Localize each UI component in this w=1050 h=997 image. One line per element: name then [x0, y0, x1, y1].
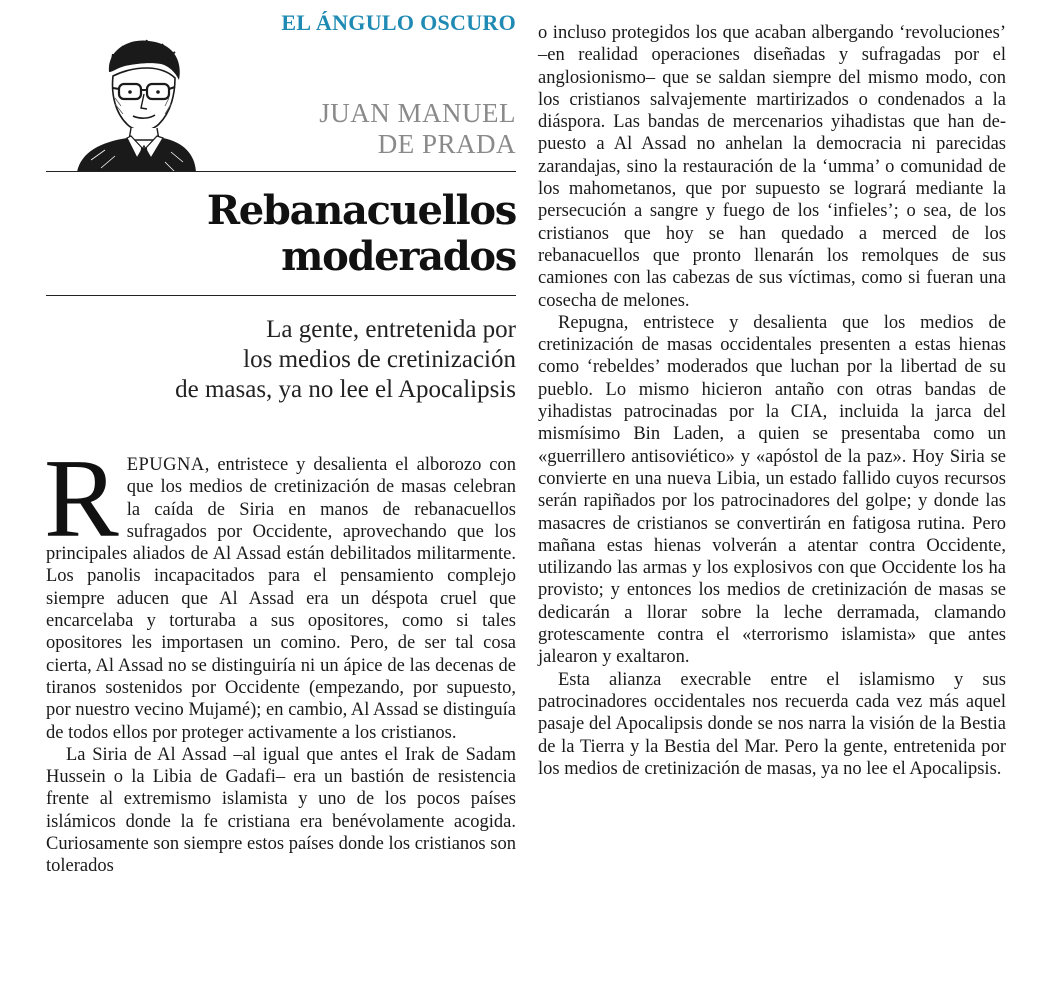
author-portrait-illustration [71, 32, 196, 172]
author-name-line-1: JUAN MANUEL [319, 98, 516, 128]
article-body-left [44, 437, 516, 878]
paragraph-2-continued: o incluso protegidos los que acaban albergando ‘revoluciones’ –en realidad operaciones diseñadas y sufragadas por el anglosionismo– que se saldan siempre del mismo modo, con los cristianos salvajemente martirizados o condenados a la diáspora. Las bandas de mercenarios yihadistas que han depuesto a Al Assad no anhelan la democracia ni parecidas zarandajas, sino la restauración de la ‘umma’ o comunidad de los mahometanos, que por supuesto se logrará mediante la persecución a sangre y fuego de los ‘infieles’; o sea, de los cristianos que hoy se han quedado a merced de los rebanacuellos que pronto llenarán los remolques de sus camiones con las cabezas de sus víctimas, como si fueran una cosecha de melones. [538, 23, 1006, 311]
subtitle-line-3: de masas, ya no lee el Apocalipsis [175, 376, 516, 403]
headline [207, 188, 516, 280]
lead-word: EPUGNA [126, 455, 205, 475]
subtitle [175, 315, 516, 405]
section-title: EL ÁNGULO OSCURO [281, 10, 516, 35]
divider-bottom [46, 295, 516, 296]
paragraph-2-start: La Siria de Al Assad –al igual que antes el Irak de Sadam Hussein o la Libia de Gadafi– era un bastión de resistencia frente al extremismo islamista y uno de los pocos países islámicos donde la fe cristiana era benévolamente acogida. Curiosamente son siempre estos países donde los cristianos son tolerados [46, 744, 516, 877]
headline-line-2: moderados [281, 233, 516, 280]
paragraph-4: Esta alianza execrable entre el islamismo y sus patrocinadores occidentales nos recuerda cada vez más aquel pasaje del Apocalipsis donde se nos narra la visión de la Bestia de la Tierra y la Bestia del Mar. Pero la gente, entretenida por los medios de cretinización de masas, ya no lee el Apocalipsis. [538, 669, 1006, 779]
paragraph-1-text: , entristece y desalienta el alborozo con que los medios de cretinización de masas celebran la caída de Siria en manos de rebanacuellos sufragados por Occidente, aprovechando que los principales aliados de Al Assad están debilitados militarmente. Los panolis incapacitados para el pensamiento complejo siempre aducen que Al Assad era un déspota cruel que encarcelaba y torturaba a sus opositores, como si tales opositores les importasen un comino. Pero, de ser tal cosa cierta, Al Assad no se distinguiría ni un ápice de las decenas de tiranos sostenidos por Occidente (empezando, por supuesto, por nuestro vecino Mujamé); en cambio, Al Assad se distinguía de todos ellos por proteger activamente a los cristianos. [46, 455, 516, 743]
author-name [319, 98, 516, 160]
paragraph-1 [44, 437, 516, 744]
author-name-line-2: DE PRADA [377, 129, 516, 159]
subtitle-line-2: los medios de cretinización [243, 346, 516, 373]
left-column [46, 10, 516, 995]
drop-cap: R [44, 437, 119, 561]
headline-line-1: Rebanacuellos [206, 187, 516, 234]
subtitle-line-1: La gente, entretenida por [266, 316, 516, 343]
paragraph-3: Repugna, entristece y desalienta que los medios de cretinización de masas occidentales presenten a estas hienas como ‘rebeldes’ moderados que luchan por la libertad de su pueblo. Lo mismo hicieron antaño con otras bandas de yihadistas patrocinadas por la CIA, incluida la jarca del mismísimo Bin Laden, a quien se presentaba como un «guerrillero antisoviético» y «apóstol de la paz». Hoy Siria se convierte en una nueva Libia, un estado fallido cuyos recursos serán rapiñados por los patrocinadores del golpe; y donde las masacres de cristianos se convertirán en fatigosa rutina. Pero mañana estas hienas volverán a atentar contra Occidente, utilizando las armas y los explosivos con que Occidente los ha provisto; y entonces los medios de cretinización de masas se dedicarán a llorar sobre la leche derramada, clamando grotescamente contra el «terrorismo islamista» que antes jalearon y exaltaron. [538, 312, 1006, 668]
divider-top [46, 171, 516, 172]
article-body-right [538, 22, 1006, 780]
